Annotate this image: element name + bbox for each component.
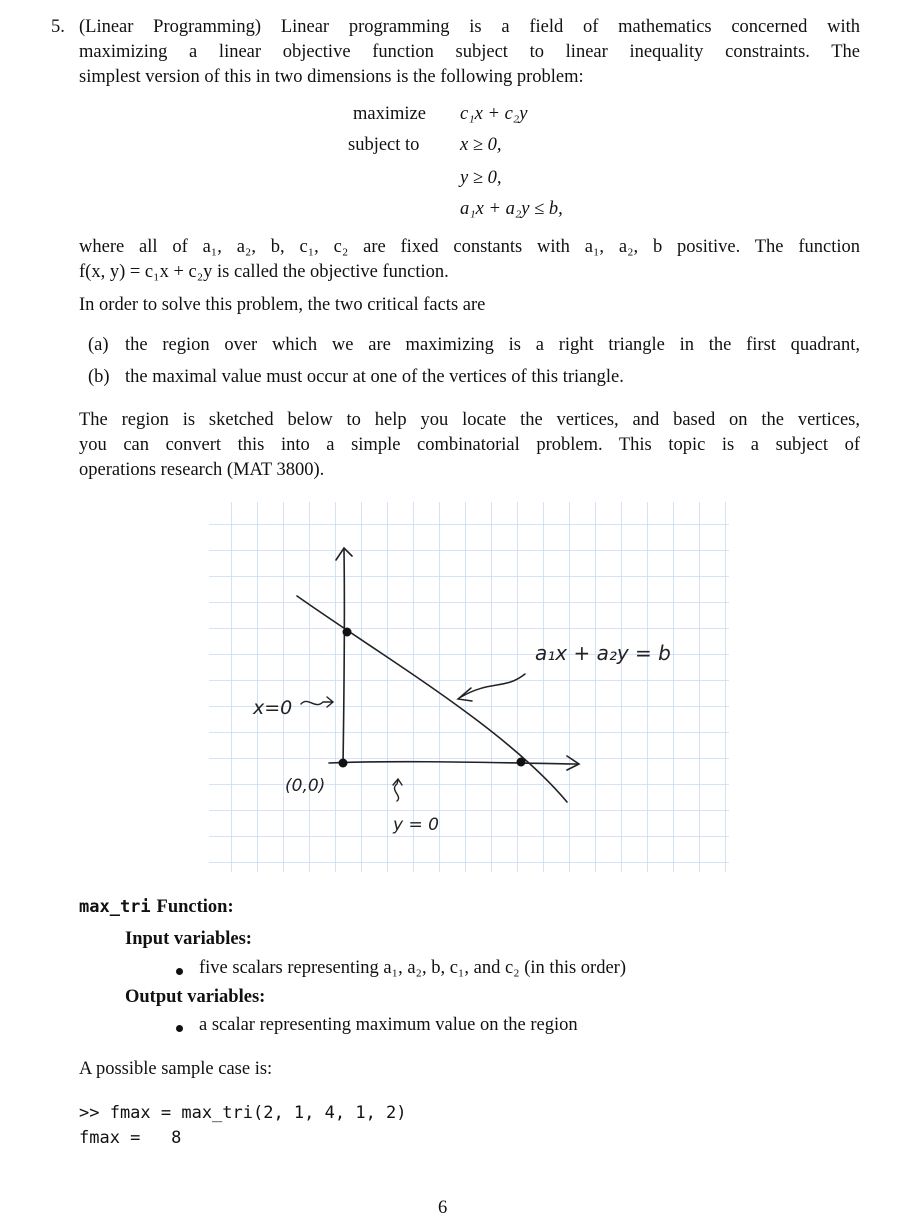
vertex-y-intercept [343,628,352,637]
para2-line-2: f(x, y) = c₁x + c₂y is called the objective function. [79,262,449,282]
vertex-x-intercept [517,758,526,767]
output-item: a scalar representing maximum value on the region [199,1015,578,1035]
vertex-origin [339,759,348,768]
lp-constraint-x: x ≥ 0, [460,135,502,155]
input-heading: Input variables: [125,929,252,949]
problem-line-2: maximizing a linear objective function subject to linear inequality constraints. The [79,42,860,62]
problem-line-3: simplest version of this in two dimensions is the following problem: [79,67,584,87]
feasible-region-sketch [205,498,735,878]
lp-maximize-label: maximize [353,104,426,124]
input-bullet [176,968,183,975]
function-heading [79,896,234,918]
para3-line-2: you can convert this into a simple combinatorial problem. This topic is a subject of [79,435,860,455]
fact-a-text: the region over which we are maximizing is a right triangle in the first quadrant, [125,335,860,355]
x-zero-label: x=0 [253,697,293,719]
lp-constraint-sum: a₁x + a₂y ≤ b, [460,199,563,219]
problem-line-1: (Linear Programming) Linear programming is a field of mathematics concerned with [79,17,860,37]
output-bullet [176,1025,183,1032]
page-number: 6 [438,1198,448,1218]
sample-result: fmax = 8 [79,1128,182,1148]
function-name: max_tri [79,897,151,917]
para3-line-1: The region is sketched below to help you locate the vertices, and based on the vertices, [79,410,860,430]
y-zero-label: y = 0 [393,815,439,835]
grid-paper [209,502,729,872]
fact-b-text: the maximal value must occur at one of the vertices of this triangle. [125,367,624,387]
lp-objective: c₁x + c₂y [460,104,528,124]
lp-constraint-y: y ≥ 0, [460,168,502,188]
fact-b-label: (b) [88,367,110,387]
output-heading: Output variables: [125,987,266,1007]
origin-label: (0,0) [285,776,326,796]
fact-a-label: (a) [88,335,109,355]
problem-number: 5. [51,17,65,37]
para2-line-1: where all of a₁, a₂, b, c₁, c₂ are fixed constants with a₁, a₂, b positive. The function [79,237,860,257]
input-item: five scalars representing a₁, a₂, b, c₁, and c₂ (in this order) [199,958,626,978]
sample-command: >> fmax = max_tri(2, 1, 4, 1, 2) [79,1103,407,1123]
sample-intro: A possible sample case is: [79,1059,273,1079]
para2-line-3: In order to solve this problem, the two critical facts are [79,295,486,315]
para3-line-3: operations research (MAT 3800). [79,460,325,480]
function-heading-suffix: Function: [156,897,234,917]
constraint-line-label: a₁x + a₂y = b [535,641,671,665]
lp-subject-label: subject to [348,135,420,155]
